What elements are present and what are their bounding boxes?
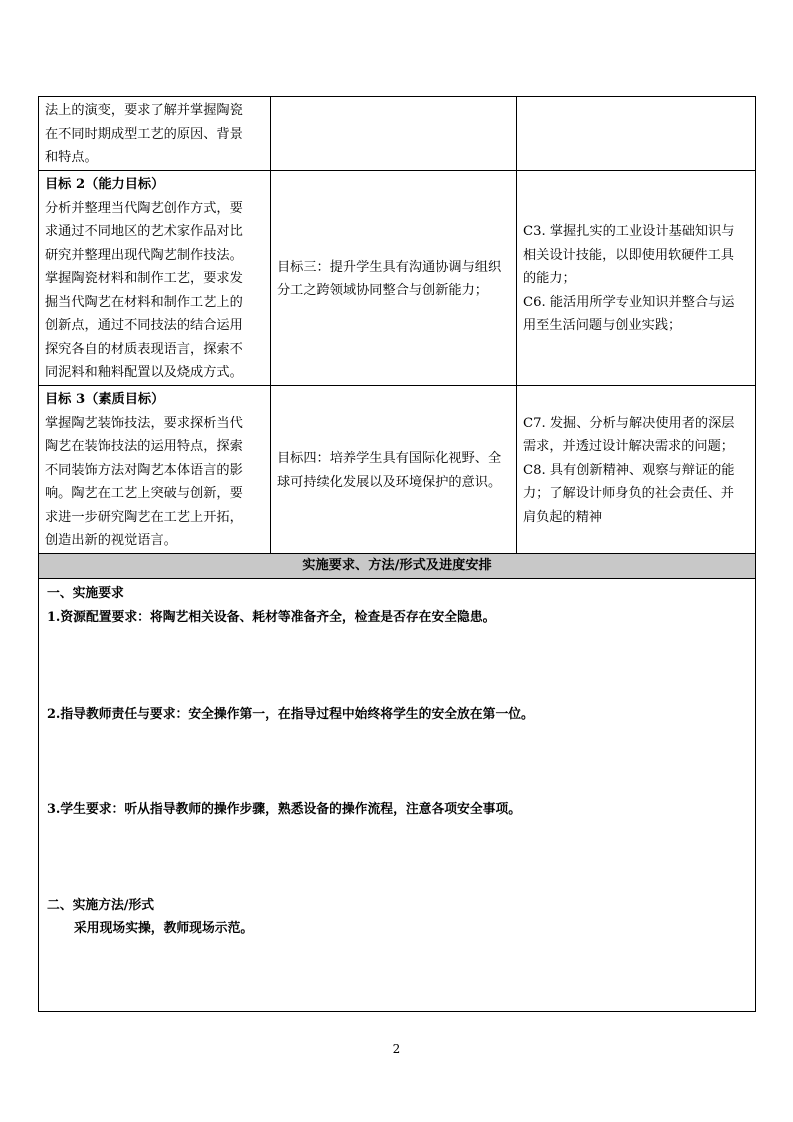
section-heading-methods: 二、实施方法/形式 [47,897,155,913]
goal-cell [39,171,271,386]
requirement-resources: 1.资源配置要求：将陶艺相关设备、耗材等准备齐全，检查是否存在安全隐患。 [47,609,496,625]
implementation-body [39,579,755,1011]
objective-line: 目标三：提升学生具有沟通协调与组织 [277,259,502,275]
goal-line: 同泥料和釉料配置以及烧成方式。 [45,365,243,380]
section-bar: 实施要求、方法/形式及进度安排 [39,554,756,579]
goal-line: 陶艺在装饰技法的运用特点，探索 [45,439,243,454]
implementation-cell [39,578,756,1011]
objective-line: 分工之跨领域协同整合与创新能力； [277,283,488,298]
section-heading-requirements: 一、实施要求 [47,585,124,601]
goal-heading: 目标 3（素质目标） [45,392,165,407]
goal-line: 分析并整理当代陶艺创作方式，要 [45,200,243,216]
goal-line: 创造出新的视觉语言。 [45,533,177,548]
objective-line: 目标四：培养学生具有国际化视野、全 [277,451,502,466]
capability-cell [517,386,756,554]
capability-line: 的能力； [523,271,576,287]
capability-line: 需求，并透过设计解决需求的问题； [523,439,734,455]
objective-line: 球可持续化发展以及环境保护的意识。 [277,474,502,490]
goal-line: 求进一步研究陶艺在工艺上开拓， [45,509,243,525]
goal-line: 探究各自的材质表现语言，探索不 [45,341,243,357]
objective-cell [271,97,517,171]
capability-line: C7. 发掘、分析与解决使用者的深层 [523,415,735,431]
capability-line: C3. 掌握扎实的工业设计基础知识与 [523,224,735,240]
objective-cell [271,171,517,386]
requirement-instructor: 2.指导教师责任与要求：安全操作第一，在指导过程中始终将学生的安全放在第一位。 [47,706,534,722]
objective-cell [271,386,517,554]
goal-heading: 目标 2（能力目标） [45,177,165,192]
goal-line: 在不同时期成型工艺的原因、背景 [45,126,243,142]
goal-line: 创新点，通过不同技法的结合运用 [45,318,243,333]
goal-line: 响。陶艺在工艺上突破与创新，要 [45,486,243,501]
syllabus-table [38,96,756,1012]
capability-line: C6. 能活用所学专业知识并整合与运 [523,294,735,310]
goal-line: 不同装饰方法对陶艺本体语言的影 [45,462,243,478]
capability-line: 力；了解设计师身负的社会责任、并 [523,486,734,502]
table-row [39,171,756,386]
goal-line: 研究并整理出现代陶艺制作技法。 [45,247,243,263]
goal-line: 掘当代陶艺在材料和制作工艺上的 [45,294,243,310]
capability-line: 相关设计技能，以即使用软硬件工具 [523,247,734,263]
table-row [39,386,756,554]
table-row [39,97,756,171]
goal-line: 求通过不同地区的艺术家作品对比 [45,224,243,239]
method-text: 采用现场实操，教师现场示范。 [74,920,254,936]
capability-line: 用至生活问题与创业实践； [523,318,682,334]
capability-line: 肩负起的精神 [523,509,603,525]
page-number: 2 [392,1042,401,1056]
goal-line: 法上的演变，要求了解并掌握陶瓷 [45,103,243,118]
section-bar-row [39,554,756,579]
capability-cell [517,97,756,171]
capability-line: C8. 具有创新精神、观察与辩证的能 [523,462,735,478]
goal-line: 掌握陶瓷材料和制作工艺，要求发 [45,271,243,286]
implementation-row [39,578,756,1011]
goal-cell [39,386,271,554]
goal-line: 掌握陶艺装饰技法，要求探析当代 [45,415,243,431]
goal-line: 和特点。 [45,150,98,165]
goal-cell [39,97,271,171]
capability-cell [517,171,756,386]
requirement-students: 3.学生要求：听从指导教师的操作步骤，熟悉设备的操作流程，注意各项安全事项。 [47,801,522,817]
